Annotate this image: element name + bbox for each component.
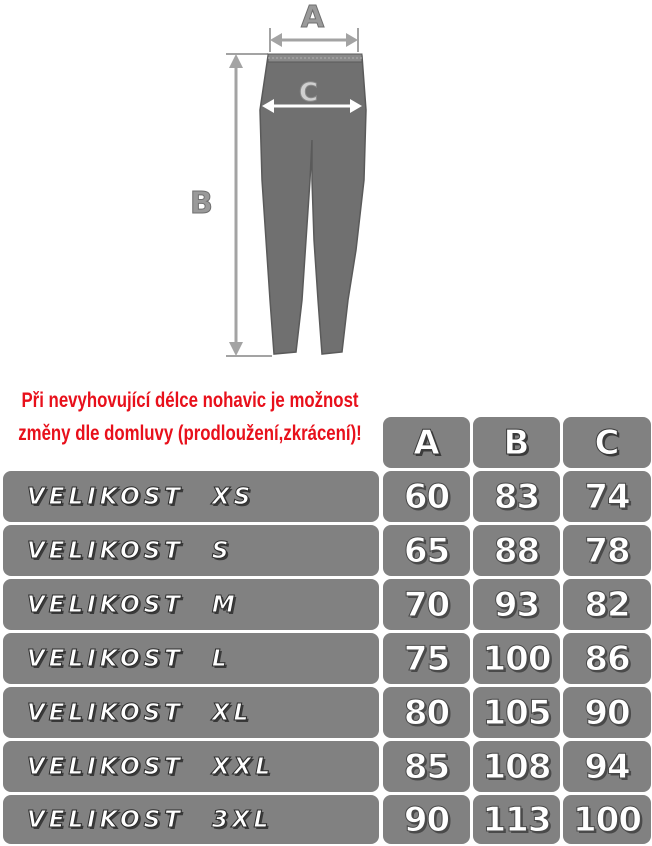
size-row-label <box>3 471 379 522</box>
trousers-diagram <box>0 0 652 370</box>
value-a: 65 <box>383 525 470 576</box>
velikost-label: VELIKOST <box>27 591 184 618</box>
size-name: 3XL <box>211 806 273 833</box>
dimension-c-label: C <box>299 78 319 108</box>
size-row-label <box>3 525 379 576</box>
velikost-label: VELIKOST <box>27 645 184 672</box>
value-a: 75 <box>383 633 470 684</box>
size-name: S <box>211 537 233 564</box>
length-note-line-2: změny dle domluvy (prodloužení,zkrácení)! <box>18 422 362 445</box>
length-note <box>0 384 380 450</box>
value-a: 85 <box>383 741 470 792</box>
length-note-line-1: Při nevyhovující délce nohavic je možnost <box>21 389 359 412</box>
velikost-label: VELIKOST <box>27 753 184 780</box>
value-a: 90 <box>383 795 470 844</box>
dimension-a-label: A <box>301 0 325 35</box>
size-name: M <box>211 591 239 618</box>
size-row-label <box>3 579 379 630</box>
velikost-label: VELIKOST <box>27 806 184 833</box>
velikost-label: VELIKOST <box>27 699 184 726</box>
value-a: 60 <box>383 471 470 522</box>
size-row-label <box>3 633 379 684</box>
value-a: 70 <box>383 579 470 630</box>
size-name: L <box>211 645 231 672</box>
size-row-label <box>3 741 379 792</box>
size-row-label <box>3 795 379 844</box>
value-c: 100 <box>563 795 651 844</box>
value-b: 108 <box>473 741 560 792</box>
value-c: 86 <box>563 633 651 684</box>
header-a: A <box>383 417 470 468</box>
value-c: 78 <box>563 525 651 576</box>
velikost-label: VELIKOST <box>27 483 184 510</box>
value-c: 82 <box>563 579 651 630</box>
size-name: XXL <box>211 753 275 780</box>
trousers-illustration <box>0 0 652 370</box>
value-b: 113 <box>473 795 560 844</box>
size-name: XS <box>211 483 255 510</box>
value-c: 94 <box>563 741 651 792</box>
header-b: B <box>473 417 560 468</box>
value-c: 74 <box>563 471 651 522</box>
size-name: XL <box>211 699 253 726</box>
size-row-label <box>3 687 379 738</box>
header-c: C <box>563 417 651 468</box>
value-b: 88 <box>473 525 560 576</box>
value-b: 105 <box>473 687 560 738</box>
value-b: 93 <box>473 579 560 630</box>
value-b: 83 <box>473 471 560 522</box>
value-c: 90 <box>563 687 651 738</box>
dimension-b-label: B <box>190 186 213 221</box>
value-a: 80 <box>383 687 470 738</box>
value-b: 100 <box>473 633 560 684</box>
velikost-label: VELIKOST <box>27 537 184 564</box>
